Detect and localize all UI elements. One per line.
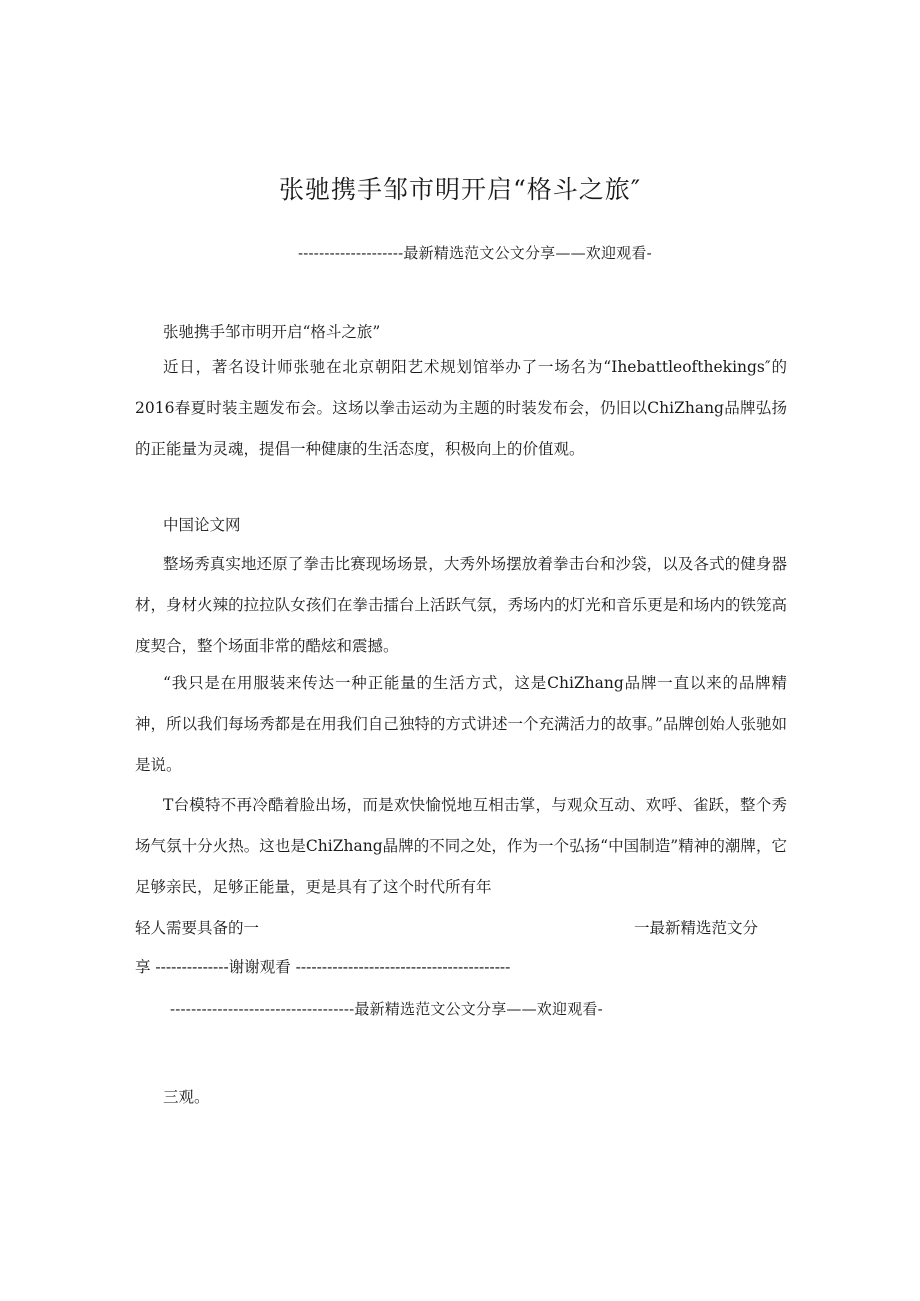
footer-thanks-line: 享 --------------谢谢观看 -----------------------------------------: [135, 958, 511, 976]
paragraph-intro: 近日，著名设计师张驰在北京朝阳艺术规划馆举办了一场名为“Ihebattleofthekings″的2016春夏时装主题发布会。这场以拳击运动为主题的时装发布会，仍旧以ChiZhang品牌弘扬的正能量为灵魂，提倡一种健康的生活态度，积极向上的价值观。: [135, 358, 787, 458]
top-divider: --------------------最新精选范文公文分享——欢迎观看-: [298, 244, 652, 262]
paragraph-quote: “我只是在用服装来传达一种正能量的生活方式，这是ChiZhang品牌一直以来的品牌精神，所以我们每场秀都是在用我们自己独特的方式讲述一个充满活力的故事。”品牌创始人张驰如是说。: [135, 674, 787, 774]
subtitle: 张驰携手邹市明开启“格斗之旅”: [163, 323, 381, 341]
bottom-divider: -----------------------------------最新精选范文公文分享——欢迎观看-: [170, 1000, 603, 1018]
paragraph-models: T台模特不再冷酷着脸出场，而是欢快愉悦地互相击掌，与观众互动、欢呼、雀跃，整个秀场气氛十分火热。这也是ChiZhang晶牌的不同之处，作为一个弘扬“中国制造”精神的潮牌，它足够亲民，足够正能量，更是具有了这个时代所有年: [135, 796, 787, 896]
footer-left-text: 轻人需要具备的一: [135, 919, 260, 937]
document-title: 张驰携手邹市明开启“格斗之旅″: [278, 175, 642, 204]
paragraph-source: 中国论文网: [163, 516, 241, 534]
closing-text: 三观。: [163, 1088, 210, 1106]
paragraph-show-scene: 整场秀真实地还原了拳击比赛现场场景，大秀外场摆放着拳击台和沙袋，以及各式的健身器材，身材火辣的拉拉队女孩们在拳击擂台上活跃气氛，秀场内的灯光和音乐更是和场内的铁笼高度契合，整个场面非常的酷炫和震撼。: [135, 555, 787, 655]
footer-right-text: 一最新精选范文分: [634, 919, 759, 937]
